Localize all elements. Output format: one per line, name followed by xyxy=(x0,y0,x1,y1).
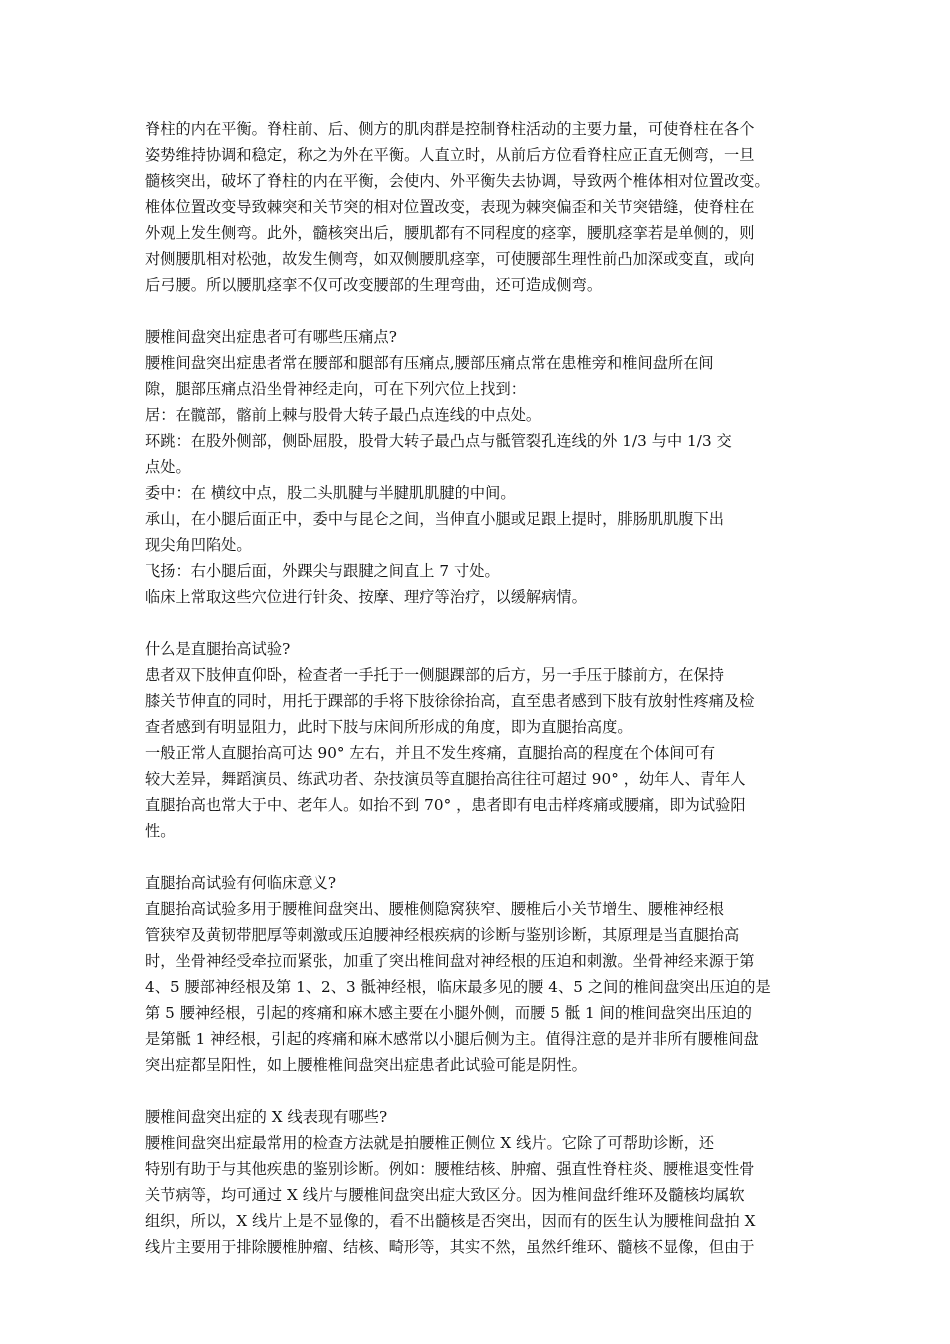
text-line: 一般正常人直腿抬高可达 90° 左右，并且不发生疼痛，直腿抬高的程度在个体间可有 xyxy=(145,744,716,762)
blank-line xyxy=(145,298,809,324)
text-line: 特别有助于与其他疾患的鉴别诊断。例如：腰椎结核、肿瘤、强直性脊柱炎、腰椎退变性骨 xyxy=(145,1160,755,1178)
text-line: 腰椎间盘突出症患者常在腰部和腿部有压痛点,腰部压痛点常在患椎旁和椎间盘所在间 xyxy=(145,354,714,372)
text-line: 外观上发生侧弯。此外，髓核突出后，腰肌都有不同程度的痉挛，腰肌痉挛若是单侧的，则 xyxy=(145,224,755,242)
text-line: 承山，在小腿后面正中，委中与昆仑之间，当伸直小腿或足跟上提时，腓肠肌肌腹下出 xyxy=(145,510,725,528)
text-line: 线片主要用于排除腰椎肿瘤、结核、畸形等，其实不然，虽然纤维环、髓核不显像，但由于 xyxy=(145,1238,755,1256)
text-line: 管狭窄及黄韧带肥厚等刺激或压迫腰神经根疾病的诊断与鉴别诊断，其原理是当直腿抬高 xyxy=(145,926,740,944)
text-line: 是第骶 1 神经根，引起的疼痛和麻木感常以小腿后侧为主。值得注意的是并非所有腰椎间盘 xyxy=(145,1030,759,1048)
text-line: 椎体位置改变导致棘突和关节突的相对位置改变，表现为棘突偏歪和关节突错缝，使脊柱在 xyxy=(145,198,755,216)
text-line: 时，坐骨神经受牵拉而紧张，加重了突出椎间盘对神经根的压迫和刺激。坐骨神经来源于第 xyxy=(145,952,755,970)
text-line: 什么是直腿抬高试验? xyxy=(145,640,291,658)
text-line: 腰椎间盘突出症的 X 线表现有哪些? xyxy=(145,1108,388,1126)
text-line: 居：在髋部，髂前上棘与股骨大转子最凸点连线的中点处。 xyxy=(145,406,542,424)
text-line: 直腿抬高也常大于中、老年人。如抬不到 70° ，患者即有电击样疼痛或腰痛，即为试验阳 xyxy=(145,796,746,814)
text-line: 现尖角凹陷处。 xyxy=(145,536,252,554)
text-line: 环跳：在股外侧部，侧卧屈股，股骨大转子最凸点与骶管裂孔连线的外 1/3 与中 1/3 交 xyxy=(145,432,732,450)
text-line: 膝关节伸直的同时，用托于踝部的手将下肢徐徐抬高，直至患者感到下肢有放射性疼痛及检 xyxy=(145,692,755,710)
text-line: 髓核突出，破坏了脊柱的内在平衡，会使内、外平衡失去协调，导致两个椎体相对位置改变。 xyxy=(145,172,770,190)
text-line: 姿势维持协调和稳定，称之为外在平衡。人直立时，从前后方位看脊柱应正直无侧弯，一旦 xyxy=(145,146,755,164)
text-line: 关节病等，均可通过 X 线片与腰椎间盘突出症大致区分。因为椎间盘纤维环及髓核均属软 xyxy=(145,1186,745,1204)
blank-line xyxy=(145,844,809,870)
text-line: 查者感到有明显阻力，此时下肢与床间所形成的角度，即为直腿抬高度。 xyxy=(145,718,633,736)
document-body xyxy=(145,116,809,1260)
text-line: 对侧腰肌相对松弛，故发生侧弯，如双侧腰肌痉挛，可使腰部生理性前凸加深或变直，或向 xyxy=(145,250,755,268)
text-line: 患者双下肢伸直仰卧，检查者一手托于一侧腿踝部的后方，另一手压于膝前方，在保持 xyxy=(145,666,725,684)
text-line: 较大差异，舞蹈演员、练武功者、杂技演员等直腿抬高往往可超过 90° ，幼年人、青年人 xyxy=(145,770,746,788)
text-line: 第 5 腰神经根，引起的疼痛和麻木感主要在小腿外侧，而腰 5 骶 1 间的椎间盘突出压迫的 xyxy=(145,1004,752,1022)
text-line: 飞扬：右小腿后面，外踝尖与跟腱之间直上 7 寸处。 xyxy=(145,562,500,580)
text-line: 临床上常取这些穴位进行针灸、按摩、理疗等治疗，以缓解病情。 xyxy=(145,588,587,606)
text-line: 4、5 腰部神经根及第 1、2、3 骶神经根，临床最多见的腰 4、5 之间的椎间盘突出压迫的是 xyxy=(145,978,771,996)
text-line: 后弓腰。所以腰肌痉挛不仅可改变腰部的生理弯曲，还可造成侧弯。 xyxy=(145,276,603,294)
text-line: 脊柱的内在平衡。脊柱前、后、侧方的肌肉群是控制脊柱活动的主要力量，可使脊柱在各个 xyxy=(145,120,755,138)
text-line: 直腿抬高试验有何临床意义? xyxy=(145,874,337,892)
text-line: 委中：在 横纹中点，股二头肌腱与半腱肌肌腱的中间。 xyxy=(145,484,516,502)
text-line: 隙，腿部压痛点沿坐骨神经走向，可在下列穴位上找到： xyxy=(145,380,526,398)
text-line: 点处。 xyxy=(145,458,191,476)
text-line: 组织，所以，X 线片上是不显像的，看不出髓核是否突出，因而有的医生认为腰椎间盘拍 X xyxy=(145,1212,756,1230)
text-line: 腰椎间盘突出症患者可有哪些压痛点? xyxy=(145,328,397,346)
blank-line xyxy=(145,1078,809,1104)
text-line: 腰椎间盘突出症最常用的检查方法就是拍腰椎正侧位 X 线片。它除了可帮助诊断，还 xyxy=(145,1134,715,1152)
text-line: 直腿抬高试验多用于腰椎间盘突出、腰椎侧隐窝狭窄、腰椎后小关节增生、腰椎神经根 xyxy=(145,900,725,918)
text-line: 突出症都呈阳性，如上腰椎椎间盘突出症患者此试验可能是阴性。 xyxy=(145,1056,587,1074)
text-line: 性。 xyxy=(145,822,176,840)
blank-line xyxy=(145,610,809,636)
